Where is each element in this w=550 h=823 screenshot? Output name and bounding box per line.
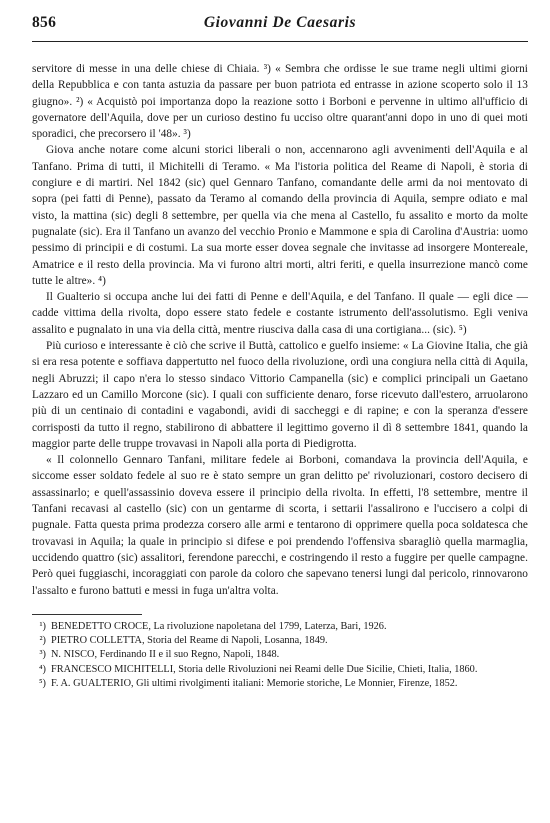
body-text [32, 61, 528, 599]
paragraph: servitore di messe in una delle chiese di Chiaia. ³) « Sembra che ordisse le sue trame negli ultimi giorni della Repubblica e con tanta astuzia da passare per buon patriota ed entrasse in azione scoperto solo il 13 giugno». ²) « Acquistò poi importanza dopo la reazione sotto i Borboni e pervenne in ultimo all'ufficio di governatore dell'Aquila, dove per un curioso destino fu ucciso oltre quarant'anni dopo in uno di quei moti sporadici, che precorsero il '48». ³) [32, 63, 528, 141]
footnote-number: ³) [39, 649, 46, 661]
footnote [32, 648, 528, 662]
paragraph: Giova anche notare come alcuni storici liberali o non, accennarono agli avvenimenti dell'Aquila e al Tanfano. Prima di tutti, il Michitelli di Teramo. « Ma l'istoria politica del Reame di Napoli, è storia di congiure e di martiri. Nel 1842 (sic) quel Gennaro Tanfano, comandante delle armi da noi mentovato di sopra (pei fatti di Penne), passato da Teramo al comando della provincia di Aquila, sempre odiato e mal visto, la mattina (sic) degli 8 settembre, per quella via che mena al Castello, fu assalito e morto da molte pugnalate (sic). Era il Tanfano un avanzo del vecchio Pronio e Mammone e spia di Carolina d'Austria: uomo pessimo di principii e di costumi. La sua morte esser doveа segnale che invitasse ad insorgere Montereale, Amatrice e il resto della provincia. Ma vi furono altri morti, altri feriti, e quella insurrezione mancò come tutte le altre». ⁴) [32, 144, 528, 287]
footnotes [32, 620, 528, 691]
paragraph: Il Gualterio si occupa anche lui dei fatti di Penne e dell'Aquila, e del Tanfano. Il quale — egli dice — cadde vittima della rivolta, dopo essere stato fedele e costante istrumento dell'assolutismo. Egli veniva assalito e pugnalato in una via della città, mentre riusciva dalla casa di una cortigiana... (sic). ⁵) [32, 291, 528, 336]
header-rule [32, 41, 528, 42]
footnote [32, 663, 528, 677]
page-number: 856 [32, 14, 57, 31]
page-header [32, 14, 528, 38]
footnote-number: ⁵) [38, 677, 46, 689]
footnote-text: BENEDETTO CROCE, La rivoluzione napoletana del 1799, Laterza, Bari, 1926. [51, 620, 387, 632]
footnote-number: ¹) [39, 620, 46, 632]
footnote-text: PIETRO COLLETTA, Storia del Reame di Napoli, Losanna, 1849. [51, 635, 328, 647]
paragraph: Più curioso e interessante è ciò che scrive il Buttà, cattolico e guelfo insieme: « La Giovine Italia, che già si era resa potente e soffiava dappertutto nel fuoco della rivoluzione, ordì una congiura nella città di Aquila, negli Abruzzi; il capo n'era lo stesso sindaco Vittorio Campanella (sic) e complici principali un Gaetano Lazzaro ed un Camillo Morcone (sic). I quali con sufficiente denaro, forse ricevuto dall'estero, arruolarono più di un centinaio di contadini e vagabondi, avidi di saccheggi e di rapine; e con la speranza d'essere corrisposti da tutto il regno, stabilirono di abbattere il legittimo governo il dì 8 settembre 1841, quando la maggior parte delle truppe trovavasi in Napoli alla porta di Piedigrotta. [32, 340, 528, 450]
footnote-text: N. NISCO, Ferdinando II e il suo Regno, Napoli, 1848. [51, 649, 280, 661]
footnote-number: ²) [39, 635, 46, 647]
footnote-rule [32, 614, 142, 615]
paragraph: « Il colonnello Gennaro Tanfani, militare fedele ai Borboni, comandava la provincia dell'Aquila, e siccome esser soldato fedele al suo re è stato sempre un gran delitto pe' rivoluzionari, costoro decisero di assassinarlo; e quell'assassinio doveva essere il principio della rivolta. In effetti, l'8 settembre, mentre il Tanfani recavasi al castello (sic) con un gentarme di scorta, i settarii l'assalirono e l'uccisero a colpi di pugnale. Fatta questa prima prodezza corsero alle armi e tentarono di opprimere quella poca soldatesca che trovavasi in Aquila; la quale in principio si difese e poi prendendo l'offensiva sbaragliò quella marmaglia, uccidendo quattro (sic) assalitori, ferendone parecchi, e costringendo il resto a fuggire per quelle campagne. Però quei fuggiaschi, incoraggiati con parole da coloro che sapevano tenersi lungi dal pericolo, rinnovarono l'assalto e furono battuti e messi in fuga un'altra volta. [32, 454, 528, 597]
running-title: Giovanni De Caesaris [203, 14, 357, 31]
footnote [32, 634, 528, 648]
footnote [32, 620, 528, 634]
footnote-number: ⁴) [38, 663, 46, 675]
book-page [32, 14, 528, 691]
footnote-text: F. A. GUALTERIO, Gli ultimi rivolgimenti italiani: Memorie storiche, Le Monnier, Firenze, 1852. [51, 677, 458, 689]
footnote-text: FRANCESCO MICHITELLI, Storia delle Rivoluzioni nei Reami delle Due Sicilie, Chieti, Italia, 1860. [51, 663, 478, 675]
footnote [32, 677, 528, 691]
